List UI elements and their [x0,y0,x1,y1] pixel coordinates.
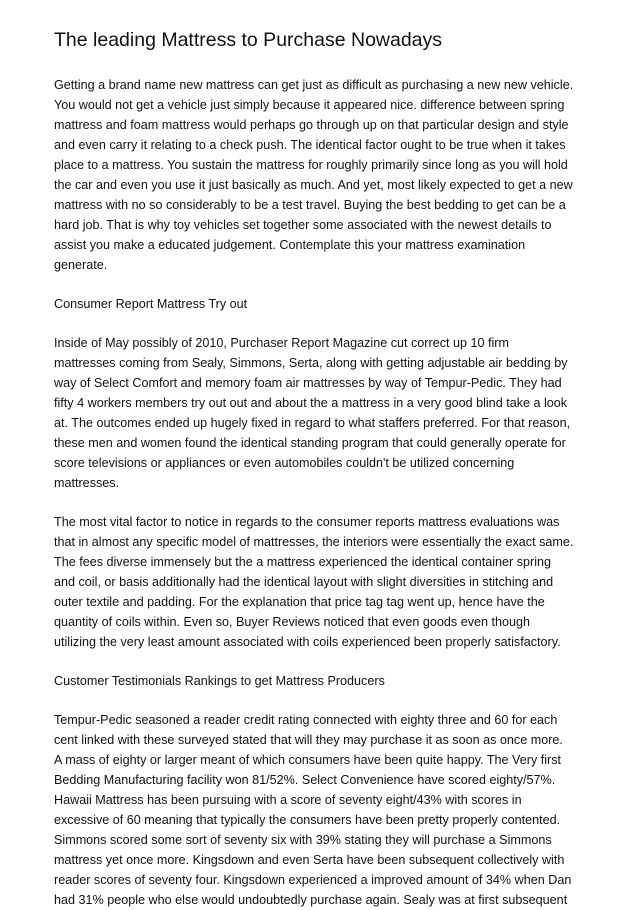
text-line: and even carry it relating to a check push. The identical factor ought to be true when it takes [54,138,566,152]
paragraph [54,512,594,652]
text-line: A mass of eighty or larger meant of which consumers have been quite happy. The Very first [54,753,562,767]
text-line: mattress with no so considerably to be a test travel. Buying the best bedding to get can be a [54,198,566,212]
text-line: You would not get a vehicle just simply because it appeared nice. difference between spring [54,98,565,112]
text-line: fifty 4 workers members try out out and about the a mattress in a very good blind take a look [54,396,568,410]
text-line: mattress yet once more. Kingsdown and even Serta have been subsequent collectively with [54,853,565,867]
text-line: Customer Testimonials Rankings to get Mattress Producers [54,674,385,688]
text-line: place to a mattress. You sustain the mattress for roughly primarily since long as you will hold [54,158,568,172]
block-spacer [54,652,594,671]
text-line: Inside of May possibly of 2010, Purchaser Report Magazine cut correct up 10 firm [54,336,509,350]
text-line: Hawaii Mattress has been pursuing with a score of seventy eight/43% with scores in [54,793,522,807]
text-line: that in almost any specific model of mattresses, the interiors were essentially the exact same. [54,535,574,549]
text-line: and coil, or basis additionally had the identical layout with slight diversities in stitching and [54,575,554,589]
text-line: generate. [54,258,108,272]
text-line: The fees diverse immensely but the a mattress experienced the identical container spring [54,555,552,569]
text-line: reader scores of seventy four. Kingsdown experienced a improved amount of 34% when Dan [54,873,572,887]
paragraph [54,333,594,493]
document-body [54,75,594,910]
text-line: utilizing the very least amount associated with coils experienced been properly satisfactory. [54,635,561,649]
text-line: had 31% people who else would undoubtedly purchase again. Sealy was at first subsequent [54,893,568,907]
block-spacer [54,691,594,710]
text-line: Getting a brand name new mattress can get just as difficult as purchasing a new new vehicle. [54,78,574,92]
section-heading [54,294,594,314]
text-line: mattress and foam mattress would perhaps go through up on that particular design and style [54,118,569,132]
block-spacer [54,314,594,333]
text-line: assist you make a educated judgement. Contemplate this your mattress examination [54,238,526,252]
document-page [54,27,594,910]
text-line: cent linked with these surveyed stated that will they may purchase it as soon as once more. [54,733,563,747]
section-heading [54,671,594,691]
text-line: the car and even you use it just basically as much. And yet, most likely expected to get a new [54,178,573,192]
text-line: outer textile and padding. For the explanation that price tag tag went up, hence have the [54,595,545,609]
document-title: The leading Mattress to Purchase Nowadays [54,29,443,51]
text-line: at. The outcomes ended up hugely fixed in regard to what staffers preferred. For that reason, [54,416,571,430]
text-line: hard job. That is why toy vehicles set together some associated with the newest details to [54,218,552,232]
text-line: Simmons scored some sort of seventy six with 39% stating they will purchase a Simmons [54,833,552,847]
paragraph [54,75,594,275]
text-line: score televisions or appliances or even automobiles couldn't be utilized concerning [54,456,515,470]
text-line: mattresses coming from Sealy, Simmons, Serta, along with getting adjustable air bedding by [54,356,568,370]
text-line: quantity of coils within. Even so, Buyer Reviews noticed that even goods even though [54,615,531,629]
text-line: excessive of 60 meaning that typically the consumers have been pretty properly contented. [54,813,561,827]
text-line: mattresses. [54,476,120,490]
block-spacer [54,493,594,512]
text-line: Bedding Manufacturing facility won 81/52%. Select Convenience have scored eighty/57%. [54,773,556,787]
text-line: The most vital factor to notice in regards to the consumer reports mattress evaluations was [54,515,560,529]
block-spacer [54,275,594,294]
text-line: Consumer Report Mattress Try out [54,297,248,311]
paragraph [54,710,594,910]
text-line: Tempur-Pedic seasoned a reader credit rating connected with eighty three and 60 for each [54,713,558,727]
text-line: way of Select Comfort and memory foam air mattresses by way of Tempur-Pedic. They had [54,376,562,390]
text-line: these men and women found the identical standing program that could generally operate for [54,436,566,450]
